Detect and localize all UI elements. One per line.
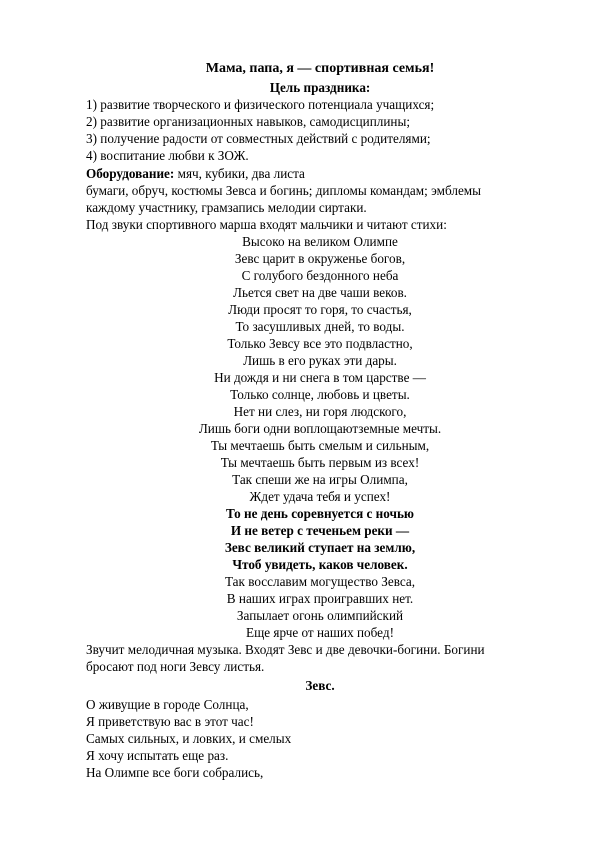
poem-line-emphasized: И не ветер с теченьем реки — xyxy=(230,523,410,538)
poem-line: Люди просят то горя, то счастья, xyxy=(228,302,412,317)
poem-line-emphasized: То не день соревнуется с ночью xyxy=(225,506,415,521)
poem-line-emphasized: Зевс великий ступает на землю, xyxy=(224,540,416,555)
goal-heading: Цель праздника: xyxy=(269,80,371,95)
poem-line: Ты мечтаешь быть смелым и сильным, xyxy=(210,438,430,453)
poem-line: Льется свет на две чаши веков. xyxy=(233,285,407,300)
intro-text: Под звуки спортивного марша входят мальчики и читают стихи: xyxy=(86,217,447,232)
speech-line: Самых сильных, и ловких, и смелых xyxy=(86,731,292,746)
poem-line: То засушливых дней, то воды. xyxy=(235,319,405,334)
speech-line: Я хочу испытать еще раз. xyxy=(86,748,229,763)
goal-item: 2) развитие организационных навыков, самодисциплины; xyxy=(86,114,410,129)
stage-direction: Звучит мелодичная музыка. Входят Зевс и две девочки-богини. Богини xyxy=(86,642,485,657)
poem-line: В наших играх проигравших нет. xyxy=(226,591,414,606)
poem-line: Ты мечтаешь быть первым из всех! xyxy=(220,455,420,470)
poem-line: Зевс царит в окруженье богов, xyxy=(234,251,406,266)
poem-line: Так восславим могущество Зевса, xyxy=(224,574,416,589)
equipment-paragraph xyxy=(86,166,305,182)
poem-line: Только солнце, любовь и цветы. xyxy=(230,387,410,402)
speaker-heading: Зевс. xyxy=(305,678,335,693)
poem-line: Так спеши же на игры Олимпа, xyxy=(232,472,408,487)
goal-item: 4) воспитание любви к ЗОЖ. xyxy=(86,148,249,163)
equipment-text: бумаги, обруч, костюмы Зевса и богинь; дипломы командам; эмблемы xyxy=(86,183,481,198)
speech-line: О живущие в городе Солнца, xyxy=(86,697,249,712)
poem-line: Лишь в его руках эти дары. xyxy=(243,353,397,368)
goal-item: 3) получение радости от совместных действий с родителями; xyxy=(86,131,431,146)
speech-line: На Олимпе все боги собрались, xyxy=(86,765,264,780)
poem-line: Нет ни слез, ни горя людского, xyxy=(233,404,407,419)
goal-item: 1) развитие творческого и физического потенциала учащихся; xyxy=(86,97,435,112)
poem-line: Только Зевсу все это подвластно, xyxy=(227,336,413,351)
poem-line: С голубого бездонного неба xyxy=(241,268,399,283)
poem-line-emphasized: Чтоб увидеть, каков человек. xyxy=(232,557,408,572)
poem-line: Ни дождя и ни снега в том царстве — xyxy=(214,370,426,385)
poem-line: Запылает огонь олимпийский xyxy=(236,608,404,623)
poem-line: Ждет удача тебя и успех! xyxy=(249,489,391,504)
poem-line: Лишь боги одни воплощаютземные мечты. xyxy=(198,421,442,436)
equipment-label: Оборудование: xyxy=(86,166,175,181)
poem-line: Высоко на великом Олимпе xyxy=(242,234,398,249)
speech-line: Я приветствую вас в этот час! xyxy=(86,714,254,729)
document-title: Мама, папа, я — спортивная семья! xyxy=(205,61,435,76)
equipment-text: мяч, кубики, два листа xyxy=(174,166,305,181)
equipment-text: каждому участнику, грамзапись мелодии сиртаки. xyxy=(86,200,367,215)
poem-line: Еще ярче от наших побед! xyxy=(246,625,394,640)
stage-direction: бросают под ноги Зевсу листья. xyxy=(86,659,265,674)
